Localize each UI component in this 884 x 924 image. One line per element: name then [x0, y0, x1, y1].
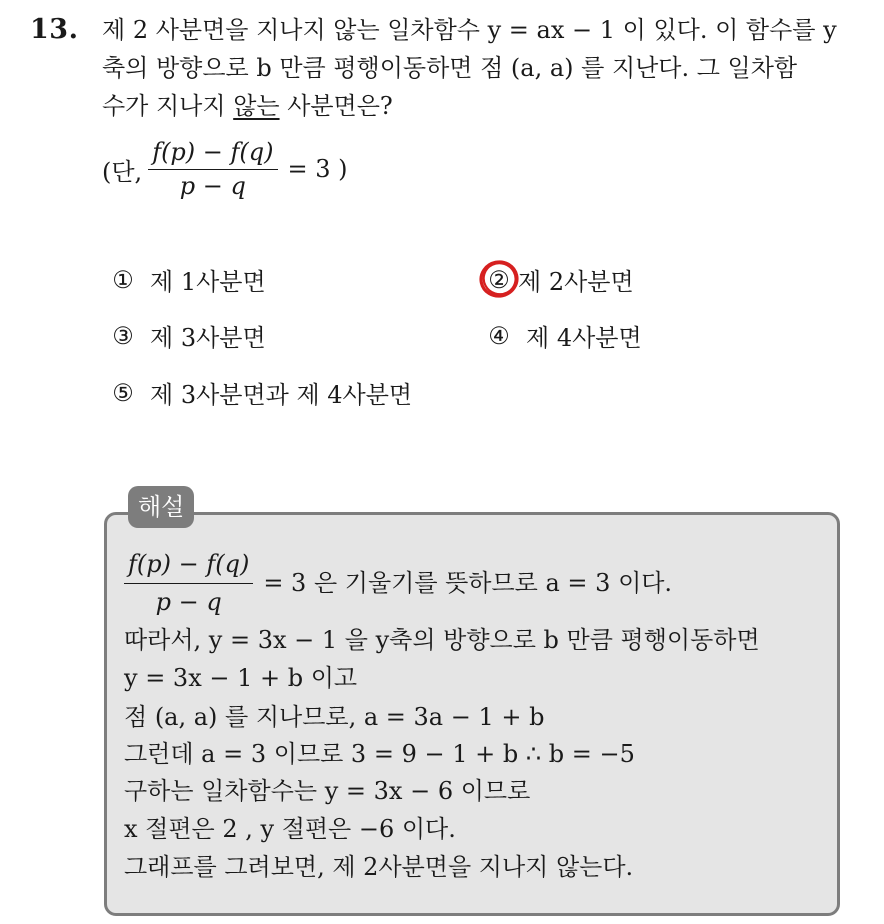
solution-line-1: [124, 548, 672, 618]
condition-open: (단,: [102, 157, 143, 186]
solution-title: 해설: [128, 486, 194, 528]
question-line-1: 제 2 사분면을 지나지 않는 일차함수 y = ax − 1 이 있다. 이 함수를 y: [102, 16, 837, 44]
solution-line-8: 그래프를 그려보면, 제 2사분면을 지나지 않는다.: [124, 853, 634, 881]
condition-denominator: p − q: [179, 172, 246, 200]
solution-line-6: 구하는 일차함수는 y = 3x − 6 이므로: [124, 777, 531, 805]
question-line-2: 축의 방향으로 b 만큼 평행이동하면 점 (a, a) 를 지난다. 그 일차함: [102, 54, 798, 82]
choice-2-text: 제 2사분면: [518, 268, 634, 296]
solution-line-4: 점 (a, a) 를 지나므로, a = 3a − 1 + b: [124, 703, 545, 731]
choice-4-mark: ④: [488, 321, 510, 350]
condition-close: = 3 ): [287, 155, 348, 183]
choice-3-text: 제 3사분면: [150, 324, 266, 352]
solution-denominator: p − q: [155, 588, 222, 616]
choice-3-mark: ③: [112, 321, 134, 350]
question-line-3-end: 사분면은?: [279, 92, 393, 120]
choice-1-mark: ①: [112, 265, 134, 294]
choice-2-mark-text: ②: [488, 265, 510, 294]
choice-4-text: 제 4사분면: [526, 324, 642, 352]
condition-numerator: f(p) − f(q): [148, 138, 277, 170]
choice-4[interactable]: [486, 318, 642, 353]
choice-1[interactable]: [110, 262, 266, 297]
choice-1-text: 제 1사분면: [150, 268, 266, 296]
underlined-word: 않는: [233, 92, 280, 120]
solution-numerator: f(p) − f(q): [124, 548, 253, 584]
choice-2-mark: [486, 266, 512, 294]
choice-3[interactable]: [110, 318, 266, 353]
solution-line-5: 그런데 a = 3 이므로 3 = 9 − 1 + b ∴ b = −5: [124, 740, 635, 768]
choice-5-mark: ⑤: [112, 378, 134, 407]
solution-fraction: [124, 548, 253, 618]
solution-line-3: y = 3x − 1 + b 이고: [124, 664, 358, 692]
choice-5[interactable]: [110, 375, 412, 410]
solution-line-2: 따라서, y = 3x − 1 을 y축의 방향으로 b 만큼 평행이동하면: [124, 626, 760, 654]
choice-2[interactable]: [486, 262, 634, 297]
condition-fraction: [148, 138, 277, 200]
question-number: 13.: [30, 14, 79, 45]
solution-line-7: x 절편은 2 , y 절편은 −6 이다.: [124, 815, 456, 843]
condition: [102, 138, 348, 200]
question-line-3: [102, 90, 393, 122]
solution-line-1-text: = 3 은 기울기를 뜻하므로 a = 3 이다.: [263, 569, 673, 597]
question-line-3-start: 수가 지나지: [102, 92, 234, 120]
choice-5-text: 제 3사분면과 제 4사분면: [150, 381, 413, 409]
